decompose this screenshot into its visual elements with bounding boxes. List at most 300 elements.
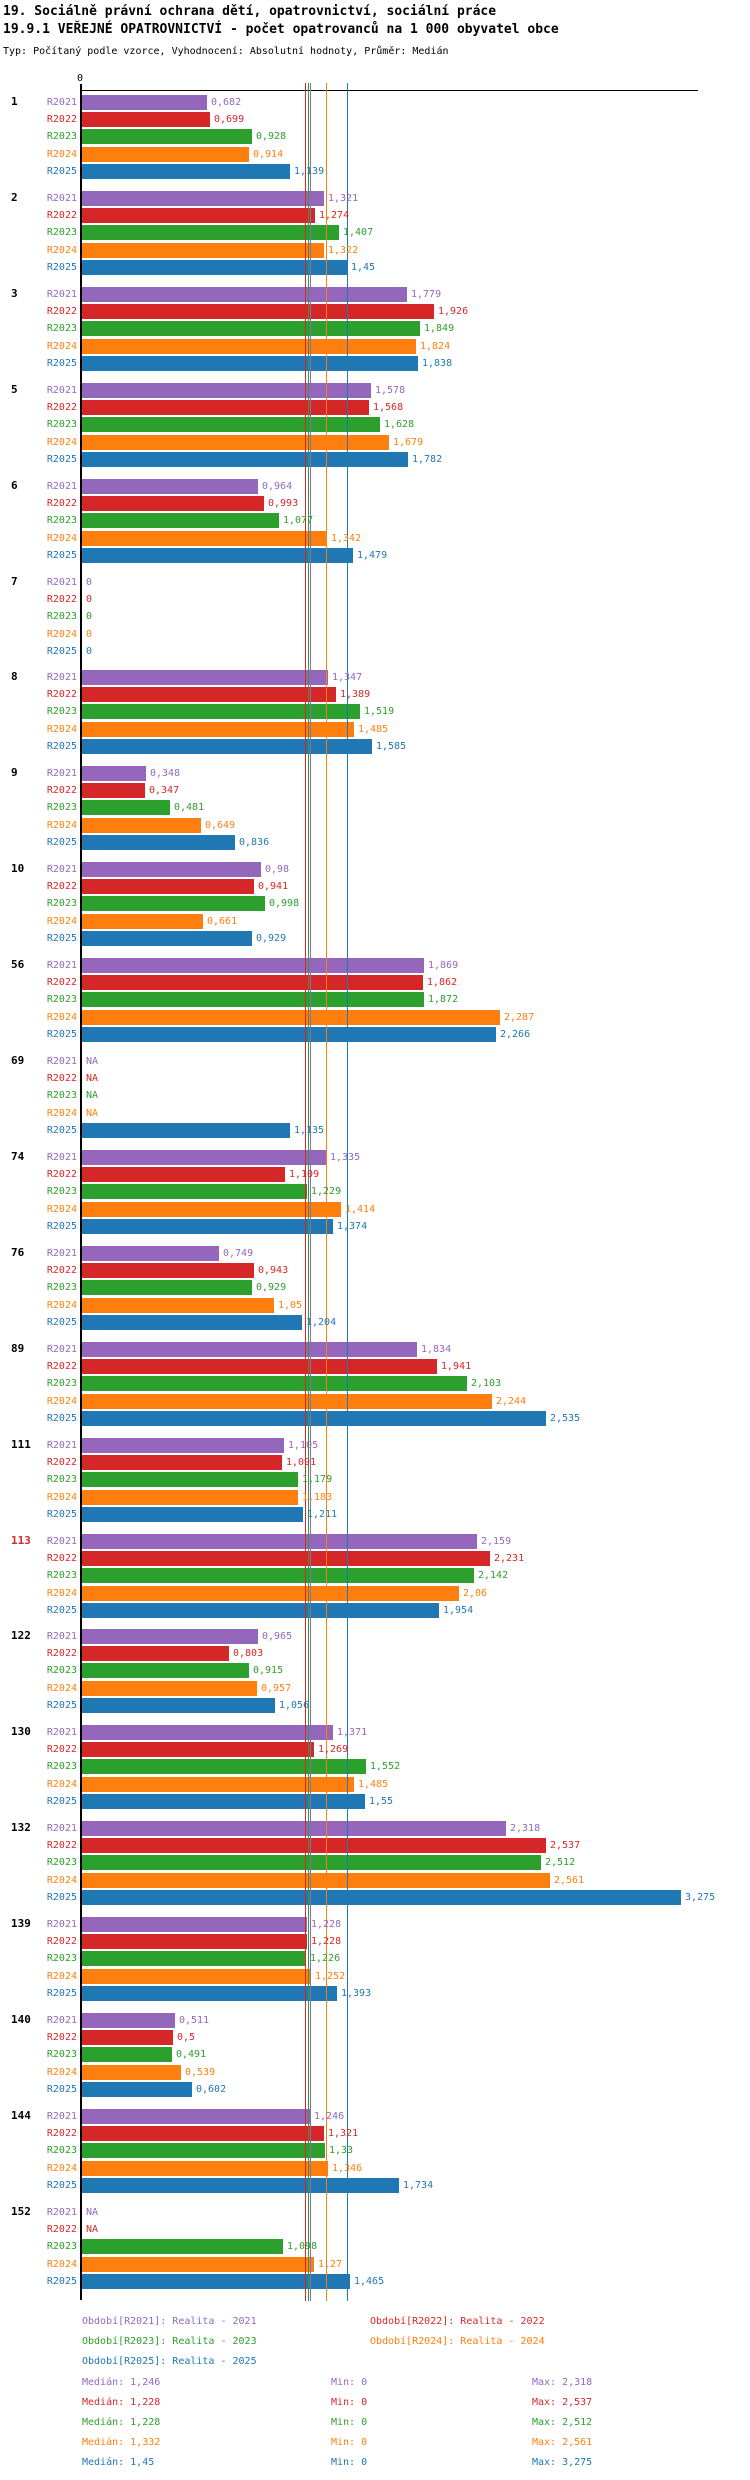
series-row-label: R2024 [46,1012,77,1023]
bar-value-label: 2,142 [478,1570,509,1581]
series-row-label: R2025 [46,1509,77,1520]
series-row-label: R2024 [46,2163,77,2174]
bar [82,287,407,302]
bar-value-label: 1,183 [302,1492,333,1503]
bar-value-label: 0 [86,611,93,622]
series-row-label: R2021 [46,1631,77,1642]
series-row-label: R2022 [46,594,77,605]
bar-value-label: 1,091 [286,1457,317,1468]
bar [82,1663,249,1678]
bar-value-label: 2,512 [545,1857,576,1868]
bar-value-label: 1,27 [318,2259,343,2270]
series-row-label: R2022 [46,1457,77,1468]
category-label: 76 [11,1246,25,1259]
bar [82,958,424,973]
bar [82,1376,467,1391]
series-row-label: R2022 [46,498,77,509]
na-label: NA [86,1090,99,1101]
bar [82,2178,399,2193]
stat-min-R2022: Min: 0 [331,2397,368,2408]
series-row-label: R2022 [46,2128,77,2139]
series-row-label: R2021 [46,768,77,779]
bar-value-label: 2,266 [500,1029,531,1040]
bar-value-label: 1,838 [422,358,453,369]
bar-value-label: 0,682 [211,97,242,108]
bar-value-label: 1,179 [302,1474,333,1485]
category-label: 3 [11,287,18,300]
bar [82,1586,459,1601]
series-row-label: R2025 [46,550,77,561]
series-row-label: R2024 [46,1492,77,1503]
bar-value-label: 1,782 [412,454,443,465]
series-row-label: R2024 [46,1396,77,1407]
series-row-label: R2022 [46,402,77,413]
bar-value-label: 0,928 [256,131,287,142]
bar-value-label: 2,06 [463,1588,488,1599]
series-row-label: R2025 [46,454,77,465]
series-row-label: R2023 [46,1186,77,1197]
bar-value-label: 2,537 [550,1840,581,1851]
bar-value-label: 0 [86,646,93,657]
category-label: 130 [11,1725,31,1738]
bar [82,1411,546,1426]
bar [82,1359,437,1374]
category-label: 111 [11,1438,31,1451]
bar [82,1934,307,1949]
bar [82,1873,550,1888]
bar [82,304,434,319]
bar [82,879,254,894]
bar [82,548,353,563]
series-row-label: R2022 [46,114,77,125]
bar-value-label: 1,485 [358,724,389,735]
series-row-label: R2023 [46,1378,77,1389]
series-row-label: R2023 [46,2049,77,2060]
bar [82,452,408,467]
series-row-label: R2021 [46,1727,77,1738]
bar [82,896,265,911]
bar-value-label: 0,998 [269,898,300,909]
bar [82,1263,254,1278]
bar [82,2143,325,2158]
bar [82,835,235,850]
bar-value-label: 1,05 [278,1300,303,1311]
bar [82,191,324,206]
series-row-label: R2025 [46,837,77,848]
series-row-label: R2023 [46,131,77,142]
category-label: 1 [11,95,18,108]
category-label: 139 [11,1917,31,1930]
bar-value-label: 0,993 [268,498,299,509]
bar [82,95,207,110]
category-label: 56 [11,958,25,971]
bar-value-label: 1,734 [403,2180,434,2191]
series-row-label: R2023 [46,1090,77,1101]
category-label: 140 [11,2013,31,2026]
bar-value-label: 2,244 [496,1396,527,1407]
bar-value-label: 1,335 [330,1152,361,1163]
bar [82,975,423,990]
bar [82,1681,257,1696]
series-row-label: R2023 [46,1953,77,1964]
series-row-label: R2023 [46,227,77,238]
bar [82,356,418,371]
na-label: NA [86,1073,99,1084]
bar-value-label: 0,5 [177,2032,196,2043]
bar [82,1202,341,1217]
series-row-label: R2021 [46,1536,77,1547]
category-label: 2 [11,191,18,204]
bar [82,818,201,833]
series-row-label: R2024 [46,533,77,544]
series-row-label: R2023 [46,515,77,526]
bar-value-label: 0,699 [214,114,245,125]
series-row-label: R2022 [46,1361,77,1372]
series-row-label: R2025 [46,2276,77,2287]
series-row-label: R2022 [46,2032,77,2043]
series-row-label: R2022 [46,210,77,221]
series-row-label: R2022 [46,306,77,317]
series-row-label: R2021 [46,1248,77,1259]
median-line-R2022 [305,83,306,2301]
series-row-label: R2022 [46,1744,77,1755]
bar-value-label: 2,535 [550,1413,581,1424]
bar-value-label: 0,661 [207,916,238,927]
legend-item-R2024: Období[R2024]: Realita - 2024 [370,2336,545,2347]
bar [82,531,327,546]
bar-value-label: 1,485 [358,1779,389,1790]
bar-value-label: 1,849 [424,323,455,334]
series-row-label: R2022 [46,1840,77,1851]
bar-value-label: 1,342 [331,533,362,544]
bar-value-label: 1,941 [441,1361,472,1372]
bar [82,1167,285,1182]
series-row-label: R2023 [46,611,77,622]
series-row-label: R2021 [46,1056,77,1067]
series-row-label: R2021 [46,97,77,108]
series-row-label: R2025 [46,1029,77,1040]
bar [82,2030,173,2045]
bar-value-label: 2,287 [504,1012,535,1023]
bar [82,2239,283,2254]
bar [82,513,279,528]
series-row-label: R2023 [46,1761,77,1772]
bar-value-label: 0,491 [176,2049,207,2060]
series-row-label: R2024 [46,820,77,831]
series-row-label: R2025 [46,1700,77,1711]
bar [82,1280,252,1295]
stat-max-R2023: Max: 2,512 [532,2417,593,2428]
series-row-label: R2021 [46,289,77,300]
bar-value-label: 0,511 [179,2015,210,2026]
stat-min-R2024: Min: 0 [331,2437,368,2448]
series-row-label: R2024 [46,1108,77,1119]
bar [82,2013,175,2028]
series-row-label: R2024 [46,341,77,352]
series-row-label: R2023 [46,1282,77,1293]
stat-min-R2023: Min: 0 [331,2417,368,2428]
bar-value-label: 1,465 [354,2276,385,2287]
bar [82,800,170,815]
series-row-label: R2023 [46,2241,77,2252]
bar-value-label: 1,393 [341,1988,372,1999]
bar [82,1490,298,1505]
bar [82,1150,326,1165]
bar-value-label: 1,414 [345,1204,376,1215]
bar [82,1917,307,1932]
bar-value-label: 1,347 [332,672,363,683]
legend-item-R2021: Období[R2021]: Realita - 2021 [82,2316,257,2327]
series-row-label: R2025 [46,741,77,752]
series-row-label: R2024 [46,724,77,735]
category-label: 69 [11,1054,25,1067]
bar [82,914,203,929]
bar-value-label: 1,204 [306,1317,337,1328]
bar-value-label: 1,407 [343,227,374,238]
legend-item-R2023: Období[R2023]: Realita - 2023 [82,2336,257,2347]
bar-value-label: 1,077 [283,515,314,526]
bar-value-label: 1,926 [438,306,469,317]
series-row-label: R2024 [46,1875,77,1886]
bar-value-label: 1,109 [289,1169,320,1180]
bar [82,1027,496,1042]
series-row-label: R2023 [46,2145,77,2156]
stat-median-R2021: Medián: 1,246 [82,2377,161,2388]
bar [82,704,360,719]
series-row-label: R2021 [46,1344,77,1355]
bar-value-label: 0 [86,594,93,605]
series-row-label: R2023 [46,419,77,430]
bar-value-label: 1,252 [315,1971,346,1982]
bar [82,435,389,450]
bar-value-label: 1,862 [427,977,458,988]
bar [82,129,252,144]
series-row-label: R2023 [46,898,77,909]
series-row-label: R2025 [46,646,77,657]
series-row-label: R2023 [46,1857,77,1868]
bar [82,992,424,1007]
bar-value-label: 1,33 [329,2145,354,2156]
series-row-label: R2021 [46,1152,77,1163]
series-row-label: R2023 [46,994,77,1005]
series-row-label: R2021 [46,1440,77,1451]
bar [82,2257,314,2272]
bar [82,1969,311,1984]
bar-value-label: 1,322 [328,245,359,256]
bar-value-label: 1,872 [428,994,459,1005]
series-row-label: R2023 [46,1570,77,1581]
bar-value-label: 0,348 [150,768,181,779]
bar [82,1507,303,1522]
bar-value-label: 0,649 [205,820,236,831]
series-row-label: R2024 [46,629,77,640]
bar [82,208,315,223]
bar-value-label: 1,552 [370,1761,401,1772]
bar [82,1315,302,1330]
bar [82,225,339,240]
bar-value-label: 0,929 [256,1282,287,1293]
bar-value-label: 1,321 [328,193,359,204]
bar [82,766,146,781]
bar [82,1472,298,1487]
bar-value-label: 0,929 [256,933,287,944]
bar [82,2109,310,2124]
bar-value-label: 1,056 [279,1700,310,1711]
series-row-label: R2025 [46,933,77,944]
bar-value-label: 0,836 [239,837,270,848]
bar-value-label: 0,965 [262,1631,293,1642]
bar [82,739,372,754]
median-line-R2023 [308,83,309,2301]
series-row-label: R2025 [46,262,77,273]
bar-value-label: 0,602 [196,2084,227,2095]
series-row-label: R2021 [46,864,77,875]
bar-value-label: 1,628 [384,419,415,430]
legend-item-R2025: Období[R2025]: Realita - 2025 [82,2356,257,2367]
bar-value-label: 1,824 [420,341,451,352]
bar [82,1794,365,1809]
bar [82,1986,337,2001]
series-row-label: R2025 [46,1317,77,1328]
stat-max-R2025: Max: 3,275 [532,2457,593,2468]
bar-value-label: 1,269 [318,1744,349,1755]
series-row-label: R2025 [46,2084,77,2095]
category-label: 113 [11,1534,31,1547]
series-row-label: R2021 [46,385,77,396]
bar-value-label: 1,45 [351,262,376,273]
category-label: 122 [11,1629,31,1642]
series-row-label: R2021 [46,2207,77,2218]
bar [82,1568,474,1583]
bar-value-label: 1,578 [375,385,406,396]
bar-value-label: 0,481 [174,802,205,813]
bar [82,1394,492,1409]
category-label: 152 [11,2205,31,2218]
bar [82,1219,333,1234]
bar [82,1838,546,1853]
series-row-label: R2023 [46,1665,77,1676]
bar [82,1855,541,1870]
bar-value-label: 1,135 [294,1125,325,1136]
x-axis-line [80,90,698,91]
bar [82,1742,314,1757]
series-row-label: R2023 [46,706,77,717]
bar [82,383,371,398]
bar [82,1646,229,1661]
series-row-label: R2022 [46,785,77,796]
series-row-label: R2021 [46,1823,77,1834]
bar-value-label: 0,943 [258,1265,289,1276]
bar-value-label: 1,139 [294,166,325,177]
bar [82,1821,506,1836]
category-label: 8 [11,670,18,683]
series-row-label: R2022 [46,1648,77,1659]
series-row-label: R2022 [46,1936,77,1947]
bar-value-label: 0,957 [261,1683,292,1694]
bar-value-label: 0,964 [262,481,293,492]
bar-value-label: 0 [86,629,93,640]
bar-value-label: 1,229 [311,1186,342,1197]
bar-value-label: 1,779 [411,289,442,300]
bar [82,1298,274,1313]
stat-median-R2025: Medián: 1,45 [82,2457,155,2468]
bar-value-label: 2,561 [554,1875,585,1886]
bar [82,2082,192,2097]
bar [82,1551,490,1566]
na-label: NA [86,1108,99,1119]
series-row-label: R2024 [46,1971,77,1982]
bar [82,1010,500,1025]
bar-value-label: 0,98 [265,864,290,875]
bar [82,1777,354,1792]
stat-median-R2022: Medián: 1,228 [82,2397,161,2408]
category-label: 74 [11,1150,25,1163]
bar [82,1438,284,1453]
series-row-label: R2025 [46,1221,77,1232]
series-row-label: R2021 [46,193,77,204]
bar-value-label: 1,55 [369,1796,394,1807]
series-row-label: R2024 [46,1588,77,1599]
bar [82,147,249,162]
page-subtitle: Typ: Počítaný podle vzorce, Vyhodnocení: Absolutní hodnoty, Průměr: Medián [3,46,449,57]
bar [82,670,328,685]
series-row-label: R2024 [46,916,77,927]
series-row-label: R2021 [46,1919,77,1930]
na-label: NA [86,2207,99,2218]
series-row-label: R2025 [46,1125,77,1136]
bar-value-label: 0,749 [223,1248,254,1259]
bar-value-label: 1,346 [332,2163,363,2174]
bar-value-label: 2,231 [494,1553,525,1564]
bar [82,1534,477,1549]
bar-value-label: 0,915 [253,1665,284,1676]
bar-value-label: 1,228 [311,1936,342,1947]
bar-value-label: 1,321 [328,2128,359,2139]
bar-value-label: 1,226 [310,1953,341,1964]
series-row-label: R2025 [46,2180,77,2191]
na-label: NA [86,1056,99,1067]
series-row-label: R2025 [46,358,77,369]
bar-value-label: 0,941 [258,881,289,892]
bar [82,2161,328,2176]
bar [82,321,420,336]
bar-value-label: 0,914 [253,149,284,160]
bar [82,1342,417,1357]
series-row-label: R2022 [46,2224,77,2235]
bar [82,1759,366,1774]
bar [82,164,290,179]
series-row-label: R2024 [46,1683,77,1694]
bar [82,783,145,798]
stat-max-R2022: Max: 2,537 [532,2397,593,2408]
bar-value-label: 1,389 [340,689,371,700]
bar [82,2065,181,2080]
category-label: 89 [11,1342,25,1355]
bar [82,862,261,877]
bar-value-label: 0,347 [149,785,180,796]
bar-value-label: 2,318 [510,1823,541,1834]
bar [82,1629,258,1644]
bar [82,1455,282,1470]
bar [82,1698,275,1713]
bar [82,2126,324,2141]
series-row-label: R2022 [46,1553,77,1564]
series-row-label: R2025 [46,1796,77,1807]
series-row-label: R2025 [46,166,77,177]
stat-median-R2023: Medián: 1,228 [82,2417,161,2428]
category-label: 10 [11,862,25,875]
bar [82,479,258,494]
